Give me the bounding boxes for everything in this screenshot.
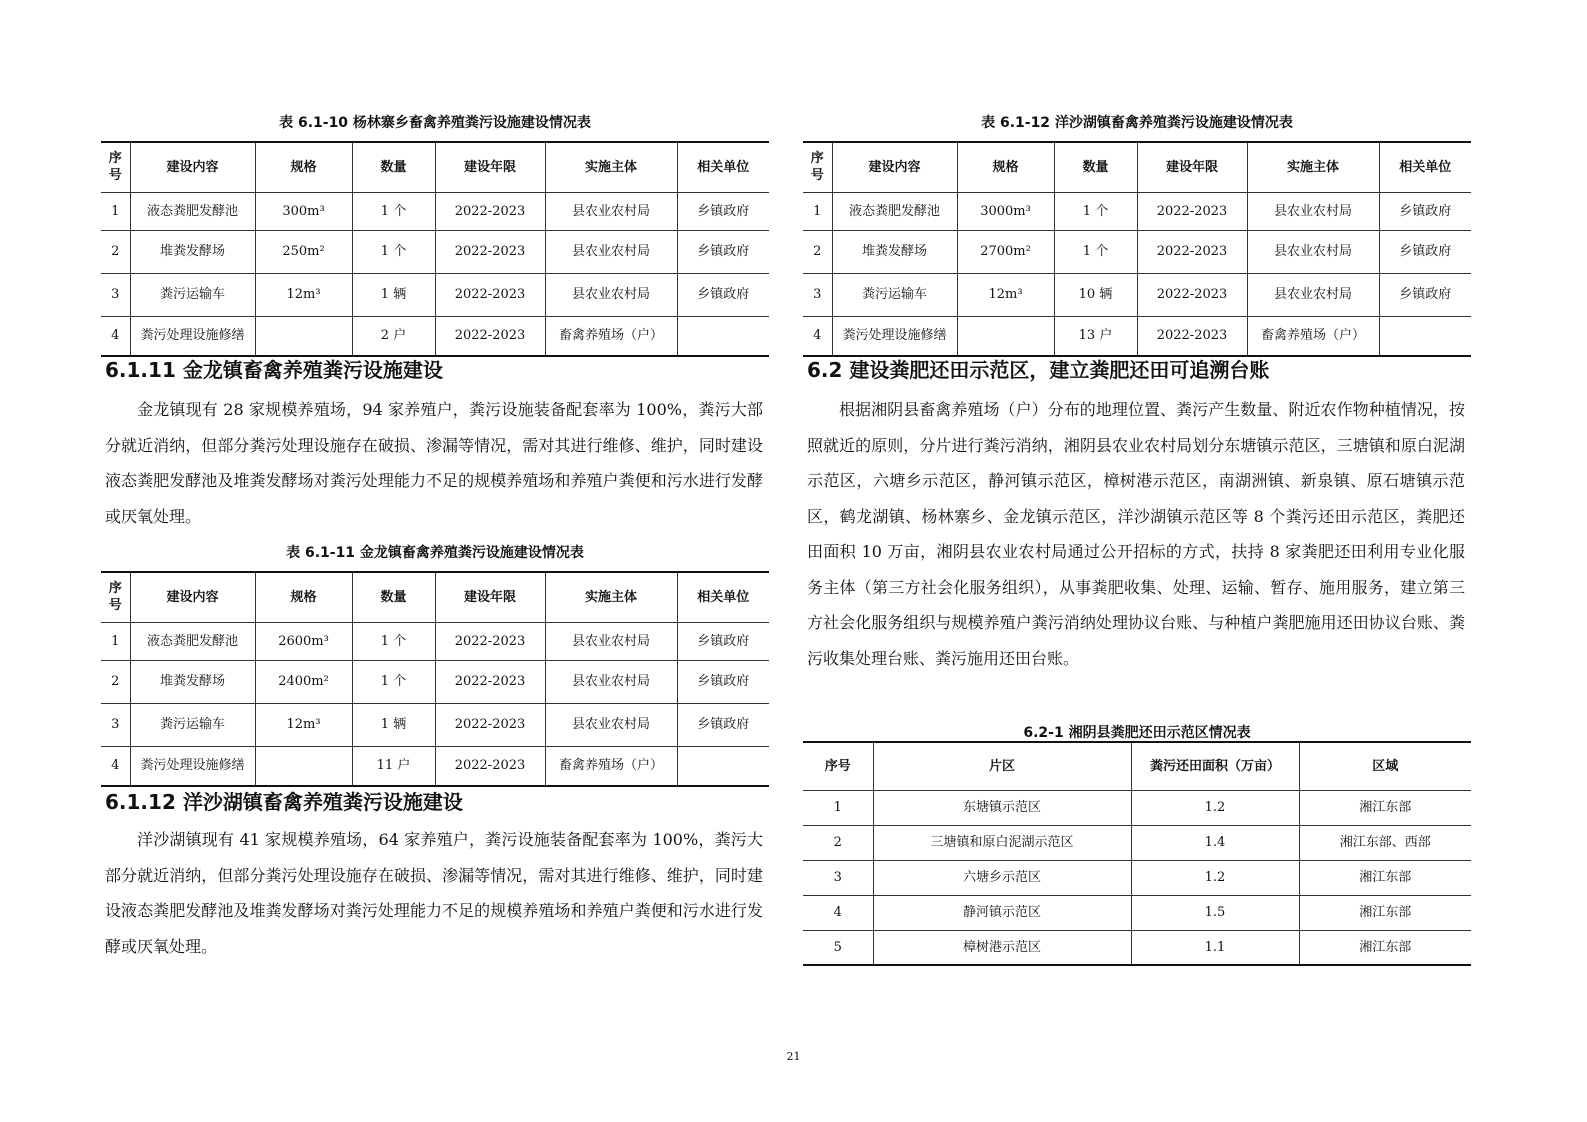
cell: 乡镇政府 (1379, 273, 1471, 316)
table-caption: 表 6.1-11 金龙镇畜禽养殖粪污设施建设情况表 (286, 545, 584, 561)
table-row (101, 746, 769, 786)
cell: 3 (101, 273, 130, 316)
cell: 2022-2023 (435, 622, 545, 660)
facility-table-yanglinzhai (101, 141, 769, 357)
cell: 樟树港示范区 (873, 930, 1131, 965)
cell: 1.5 (1131, 895, 1299, 930)
table-row (803, 930, 1471, 965)
cell: 250m² (255, 230, 352, 273)
cell: 县农业农村局 (1247, 192, 1379, 230)
header-content: 建设内容 (130, 142, 255, 192)
header-spec: 规格 (255, 142, 352, 192)
cell: 堆粪发酵场 (130, 660, 255, 703)
cell: 粪污处理设施修缮 (832, 316, 957, 356)
cell (255, 316, 352, 356)
table-row (101, 703, 769, 746)
cell: 1 (803, 192, 832, 230)
table-row (101, 273, 769, 316)
facility-table-yangshahu (803, 141, 1471, 357)
table-row (101, 230, 769, 273)
cell: 2022-2023 (435, 703, 545, 746)
cell: 12m³ (255, 273, 352, 316)
header-content: 建设内容 (832, 142, 957, 192)
header-related-unit: 相关单位 (677, 142, 769, 192)
cell: 2022-2023 (1137, 230, 1247, 273)
cell: 东塘镇示范区 (873, 790, 1131, 825)
cell: 粪污处理设施修缮 (130, 316, 255, 356)
cell: 1 (101, 192, 130, 230)
cell: 县农业农村局 (545, 230, 677, 273)
cell: 湘江东部、西部 (1299, 825, 1471, 860)
section-heading: 6.1.11 金龙镇畜禽养殖粪污设施建设 (105, 358, 443, 382)
header-index: 序号 (803, 142, 832, 192)
cell: 2022-2023 (435, 660, 545, 703)
cell: 2 户 (352, 316, 435, 356)
cell: 乡镇政府 (677, 622, 769, 660)
cell: 县农业农村局 (545, 703, 677, 746)
cell: 三塘镇和原白泥湖示范区 (873, 825, 1131, 860)
header-period: 建设年限 (435, 142, 545, 192)
table-row (101, 660, 769, 703)
cell: 1 个 (352, 230, 435, 273)
cell: 县农业农村局 (545, 273, 677, 316)
table-caption: 6.2-1 湘阴县粪肥还田示范区情况表 (1023, 725, 1251, 741)
header-implementer: 实施主体 (1247, 142, 1379, 192)
cell: 畜禽养殖场（户） (1247, 316, 1379, 356)
cell: 乡镇政府 (1379, 192, 1471, 230)
cell: 4 (803, 316, 832, 356)
cell: 乡镇政府 (677, 660, 769, 703)
cell: 2400m² (255, 660, 352, 703)
cell: 县农业农村局 (545, 192, 677, 230)
cell: 3 (101, 703, 130, 746)
cell: 堆粪发酵场 (130, 230, 255, 273)
section-paragraph: 洋沙湖镇现有 41 家规模养殖场，64 家养殖户，粪污设施装备配套率为 100%，粪污大部分就近消纳，但部分粪污处理设施存在破损、渗漏等情况，需对其进行维修、维护，同时建设液态粪肥发酵池及堆粪发酵场对粪污处理能力不足的规模养殖场和养殖户粪便和污水进行发酵或厌氧处理。 (105, 830, 763, 956)
table-row (101, 316, 769, 356)
cell: 1 辆 (352, 703, 435, 746)
section-heading: 6.2 建设粪肥还田示范区，建立粪肥还田可追溯台账 (807, 358, 1270, 382)
section-paragraph: 根据湘阴县畜禽养殖场（户）分布的地理位置、粪污产生数量、附近农作物种植情况，按照就近的原则，分片进行粪污消纳，湘阴县农业农村局划分东塘镇示范区，三塘镇和原白泥湖示范区，六塘乡示范区，静河镇示范区，樟树港示范区，南湖洲镇、新泉镇、原石塘镇示范区，鹤龙湖镇、杨林寨乡、金龙镇示范区，洋沙湖镇示范区等 8 个粪污还田示范区，粪肥还田面积 10 万亩，湘阴县农业农村局通过公开招标的方式，扶持 8 家粪肥还田利用专业化服务主体（第三方社会化服务组织），从事粪肥收集、处理、运输、暂存、施用服务，建立第三方社会化服务组织与规模养殖户粪污消纳处理协议台账、与种植户粪肥施用还田协议台账、粪污收集处理台账、粪污施用还田台账。 (807, 400, 1465, 668)
cell: 县农业农村局 (545, 660, 677, 703)
cell: 县农业农村局 (545, 622, 677, 660)
cell: 粪污运输车 (130, 703, 255, 746)
demo-zone-table (803, 741, 1471, 966)
cell: 粪污处理设施修缮 (130, 746, 255, 786)
cell: 粪污运输车 (832, 273, 957, 316)
table-row (803, 273, 1471, 316)
cell (677, 316, 769, 356)
cell: 2 (101, 230, 130, 273)
cell: 2022-2023 (435, 316, 545, 356)
cell (255, 746, 352, 786)
cell: 液态粪肥发酵池 (130, 192, 255, 230)
table-row (803, 316, 1471, 356)
cell: 县农业农村局 (1247, 273, 1379, 316)
cell: 堆粪发酵场 (832, 230, 957, 273)
table-row (803, 860, 1471, 895)
header-spec: 规格 (255, 572, 352, 622)
cell: 12m³ (957, 273, 1054, 316)
cell: 液态粪肥发酵池 (832, 192, 957, 230)
cell: 湘江东部 (1299, 790, 1471, 825)
cell: 11 户 (352, 746, 435, 786)
header-spec: 规格 (957, 142, 1054, 192)
header-related-unit: 相关单位 (1379, 142, 1471, 192)
header-content: 建设内容 (130, 572, 255, 622)
cell: 2022-2023 (435, 192, 545, 230)
table-row (803, 230, 1471, 273)
header-implementer: 实施主体 (545, 572, 677, 622)
cell: 六塘乡示范区 (873, 860, 1131, 895)
page-number: 21 (786, 1050, 801, 1063)
cell: 5 (803, 930, 873, 965)
cell: 乡镇政府 (677, 273, 769, 316)
table-caption: 表 6.1-12 洋沙湖镇畜禽养殖粪污设施建设情况表 (981, 115, 1293, 131)
cell: 2022-2023 (1137, 273, 1247, 316)
cell: 3 (803, 273, 832, 316)
cell: 2022-2023 (435, 746, 545, 786)
section-paragraph: 金龙镇现有 28 家规模养殖场，94 家养殖户，粪污设施装备配套率为 100%，粪污大部分就近消纳，但部分粪污处理设施存在破损、渗漏等情况，需对其进行维修、维护，同时建设液态粪肥发酵池及堆粪发酵场对粪污处理能力不足的规模养殖场和养殖户粪便和污水进行发酵或厌氧处理。 (105, 400, 763, 526)
header-area: 粪污还田面积（万亩） (1131, 742, 1299, 790)
table-caption: 表 6.1-10 杨林寨乡畜禽养殖粪污设施建设情况表 (279, 115, 591, 131)
cell: 300m³ (255, 192, 352, 230)
header-region: 区域 (1299, 742, 1471, 790)
cell: 1.2 (1131, 860, 1299, 895)
cell: 3000m³ (957, 192, 1054, 230)
table-row (803, 825, 1471, 860)
cell: 畜禽养殖场（户） (545, 746, 677, 786)
cell: 静河镇示范区 (873, 895, 1131, 930)
cell: 2022-2023 (1137, 192, 1247, 230)
cell: 2022-2023 (435, 230, 545, 273)
cell: 10 辆 (1054, 273, 1137, 316)
table-row (803, 895, 1471, 930)
cell: 乡镇政府 (677, 192, 769, 230)
cell: 2 (803, 230, 832, 273)
cell: 粪污运输车 (130, 273, 255, 316)
header-quantity: 数量 (352, 142, 435, 192)
table-row (803, 790, 1471, 825)
cell: 2 (101, 660, 130, 703)
cell (1379, 316, 1471, 356)
header-index: 序号 (101, 142, 130, 192)
cell: 1 (803, 790, 873, 825)
cell: 1 个 (352, 660, 435, 703)
cell: 13 户 (1054, 316, 1137, 356)
cell: 3 (803, 860, 873, 895)
cell: 液态粪肥发酵池 (130, 622, 255, 660)
cell: 1 个 (1054, 192, 1137, 230)
cell: 湘江东部 (1299, 930, 1471, 965)
facility-table-jinlong (101, 571, 769, 787)
cell: 1 个 (352, 622, 435, 660)
cell: 1.1 (1131, 930, 1299, 965)
header-related-unit: 相关单位 (677, 572, 769, 622)
cell: 12m³ (255, 703, 352, 746)
header-quantity: 数量 (1054, 142, 1137, 192)
cell: 1 辆 (352, 273, 435, 316)
cell: 2700m² (957, 230, 1054, 273)
cell: 1 个 (1054, 230, 1137, 273)
header-zone: 片区 (873, 742, 1131, 790)
header-quantity: 数量 (352, 572, 435, 622)
cell: 湘江东部 (1299, 895, 1471, 930)
header-period: 建设年限 (1137, 142, 1247, 192)
table-row (101, 192, 769, 230)
cell: 2022-2023 (435, 273, 545, 316)
header-implementer: 实施主体 (545, 142, 677, 192)
cell: 1 (101, 622, 130, 660)
cell: 1.4 (1131, 825, 1299, 860)
cell: 湘江东部 (1299, 860, 1471, 895)
cell: 乡镇政府 (677, 230, 769, 273)
cell: 2 (803, 825, 873, 860)
cell: 2600m³ (255, 622, 352, 660)
cell: 2022-2023 (1137, 316, 1247, 356)
cell: 1 个 (352, 192, 435, 230)
cell: 4 (101, 746, 130, 786)
header-index: 序号 (803, 742, 873, 790)
cell: 4 (803, 895, 873, 930)
cell: 乡镇政府 (677, 703, 769, 746)
cell (677, 746, 769, 786)
table-row (101, 622, 769, 660)
header-index: 序号 (101, 572, 130, 622)
cell: 县农业农村局 (1247, 230, 1379, 273)
cell: 畜禽养殖场（户） (545, 316, 677, 356)
cell: 4 (101, 316, 130, 356)
header-period: 建设年限 (435, 572, 545, 622)
table-row (803, 192, 1471, 230)
cell: 乡镇政府 (1379, 230, 1471, 273)
cell (957, 316, 1054, 356)
section-heading: 6.1.12 洋沙湖镇畜禽养殖粪污设施建设 (105, 790, 463, 814)
cell: 1.2 (1131, 790, 1299, 825)
